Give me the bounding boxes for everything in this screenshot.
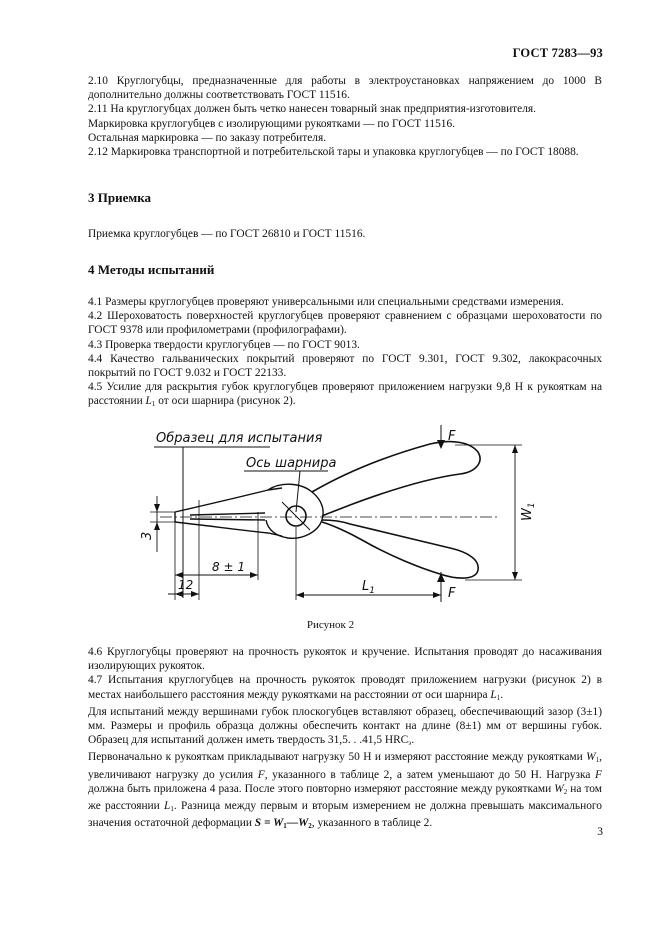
- paragraph-sample: Для испытаний между вершинами губок плоскогубцев вставляют образец, обеспечивающий зазор (3±1) мм. Размеры и профиль образца должны обеспечить контакт на длине (8±1) мм от вершины губок. Образец для испытаний должен иметь твердость 31,5. . .41,5 $HRC_э$.: [88, 705, 602, 748]
- label-gap-3: 3: [140, 531, 155, 540]
- paragraph-4-6: 4.6 Круглогубцы проверяют на прочность рукояток и кручение. Испытания проводят до насаживания изолирующих рукояток.: [88, 646, 602, 673]
- label-l1: $L_1$: [362, 579, 375, 596]
- paragraph-4-2: 4.2 Шероховатость поверхностей круглогубцев проверяют сравнением с образцами шероховатости по ГОСТ 9378 или профилометрами (профилографами).: [88, 310, 602, 337]
- paragraph-marking-other: Остальная маркировка — по заказу потребителя.: [88, 131, 327, 144]
- paragraph-load-procedure: Первоначально к рукояткам прикладывают нагрузку 50 Н и измеряют расстояние между рукоятками $W_1$, увеличивают нагрузку до усилия F, указанного в таблице 2, а затем уменьшают до 50 Н. Нагрузка F должна быть приложена 4 раза. После этого повторно измеряют расстояние между рукоятками $W_2$ на том же расстоянии $L_1$. Разница между первым и вторым измерением не должна превышать максимального значения остаточной деформации $S = W_1—W_2$, указанного в таблице 2.: [88, 751, 602, 831]
- paragraph-2-10: 2.10 Круглогубцы, предназначенные для работы в электроустановках напряжением до 1000 В дополнительно должны соответствовать ГОСТ 11516.: [88, 75, 602, 102]
- label-12: 12: [178, 578, 194, 592]
- paragraph-4-3: 4.3 Проверка твердости круглогубцев — по ГОСТ 9013.: [88, 338, 360, 351]
- paragraph-marking-insulated: Маркировка круглогубцев с изолирующими рукоятками — по ГОСТ 11516.: [88, 117, 456, 130]
- paragraph-4-4: 4.4 Качество гальванических покрытий проверяют по ГОСТ 9.301, ГОСТ 9.302, лакокрасочных покрытий по ГОСТ 9.032 и ГОСТ 22133.: [88, 352, 602, 380]
- label-force-bottom: F: [448, 586, 456, 601]
- standard-id: ГОСТ 7283—93: [512, 46, 603, 60]
- label-sample: Образец для испытания: [156, 431, 323, 446]
- label-hinge-axis: Ось шарнира: [246, 456, 337, 471]
- section3-heading: 3 Приемка: [88, 190, 152, 205]
- paragraph-4-5: 4.5 Усилие для раскрытия губок круглогубцев проверяют приложением нагрузки 9,8 Н к рукояткам на расстоянии $L_1$ от оси шарнира (рисунок 2).: [88, 381, 602, 409]
- label-w1: $W_1$: [520, 502, 537, 521]
- label-force-top: F: [448, 429, 456, 444]
- section4-cont-block: [88, 645, 602, 833]
- paragraph-4-1: 4.1 Размеры круглогубцев проверяют универсальными или специальными средствами измерения.: [88, 296, 564, 308]
- paragraph-2-12: 2.12 Маркировка транспортной и потребительской тары и упаковка круглогубцев — по ГОСТ 18088.: [88, 146, 579, 159]
- paragraph-2-11: 2.11 На круглогубцах должен быть четко нанесен товарный знак предприятия-изготовителя.: [88, 103, 536, 116]
- paragraph-4-7: 4.7 Испытания круглогубцев на прочность рукояток проводят приложением нагрузки (рисунок 2) в местах наибольшего расстояния между рукоятками на расстоянии от оси шарнира $L_1$.: [88, 674, 602, 702]
- label-8pm1: 8 ± 1: [212, 560, 245, 574]
- section3-paragraph: Приемка круглогубцев — по ГОСТ 26810 и ГОСТ 11516.: [88, 228, 366, 240]
- page-number: 3: [597, 826, 603, 838]
- section4-heading: 4 Методы испытаний: [88, 262, 215, 277]
- figure-caption: Рисунок 2: [306, 619, 355, 631]
